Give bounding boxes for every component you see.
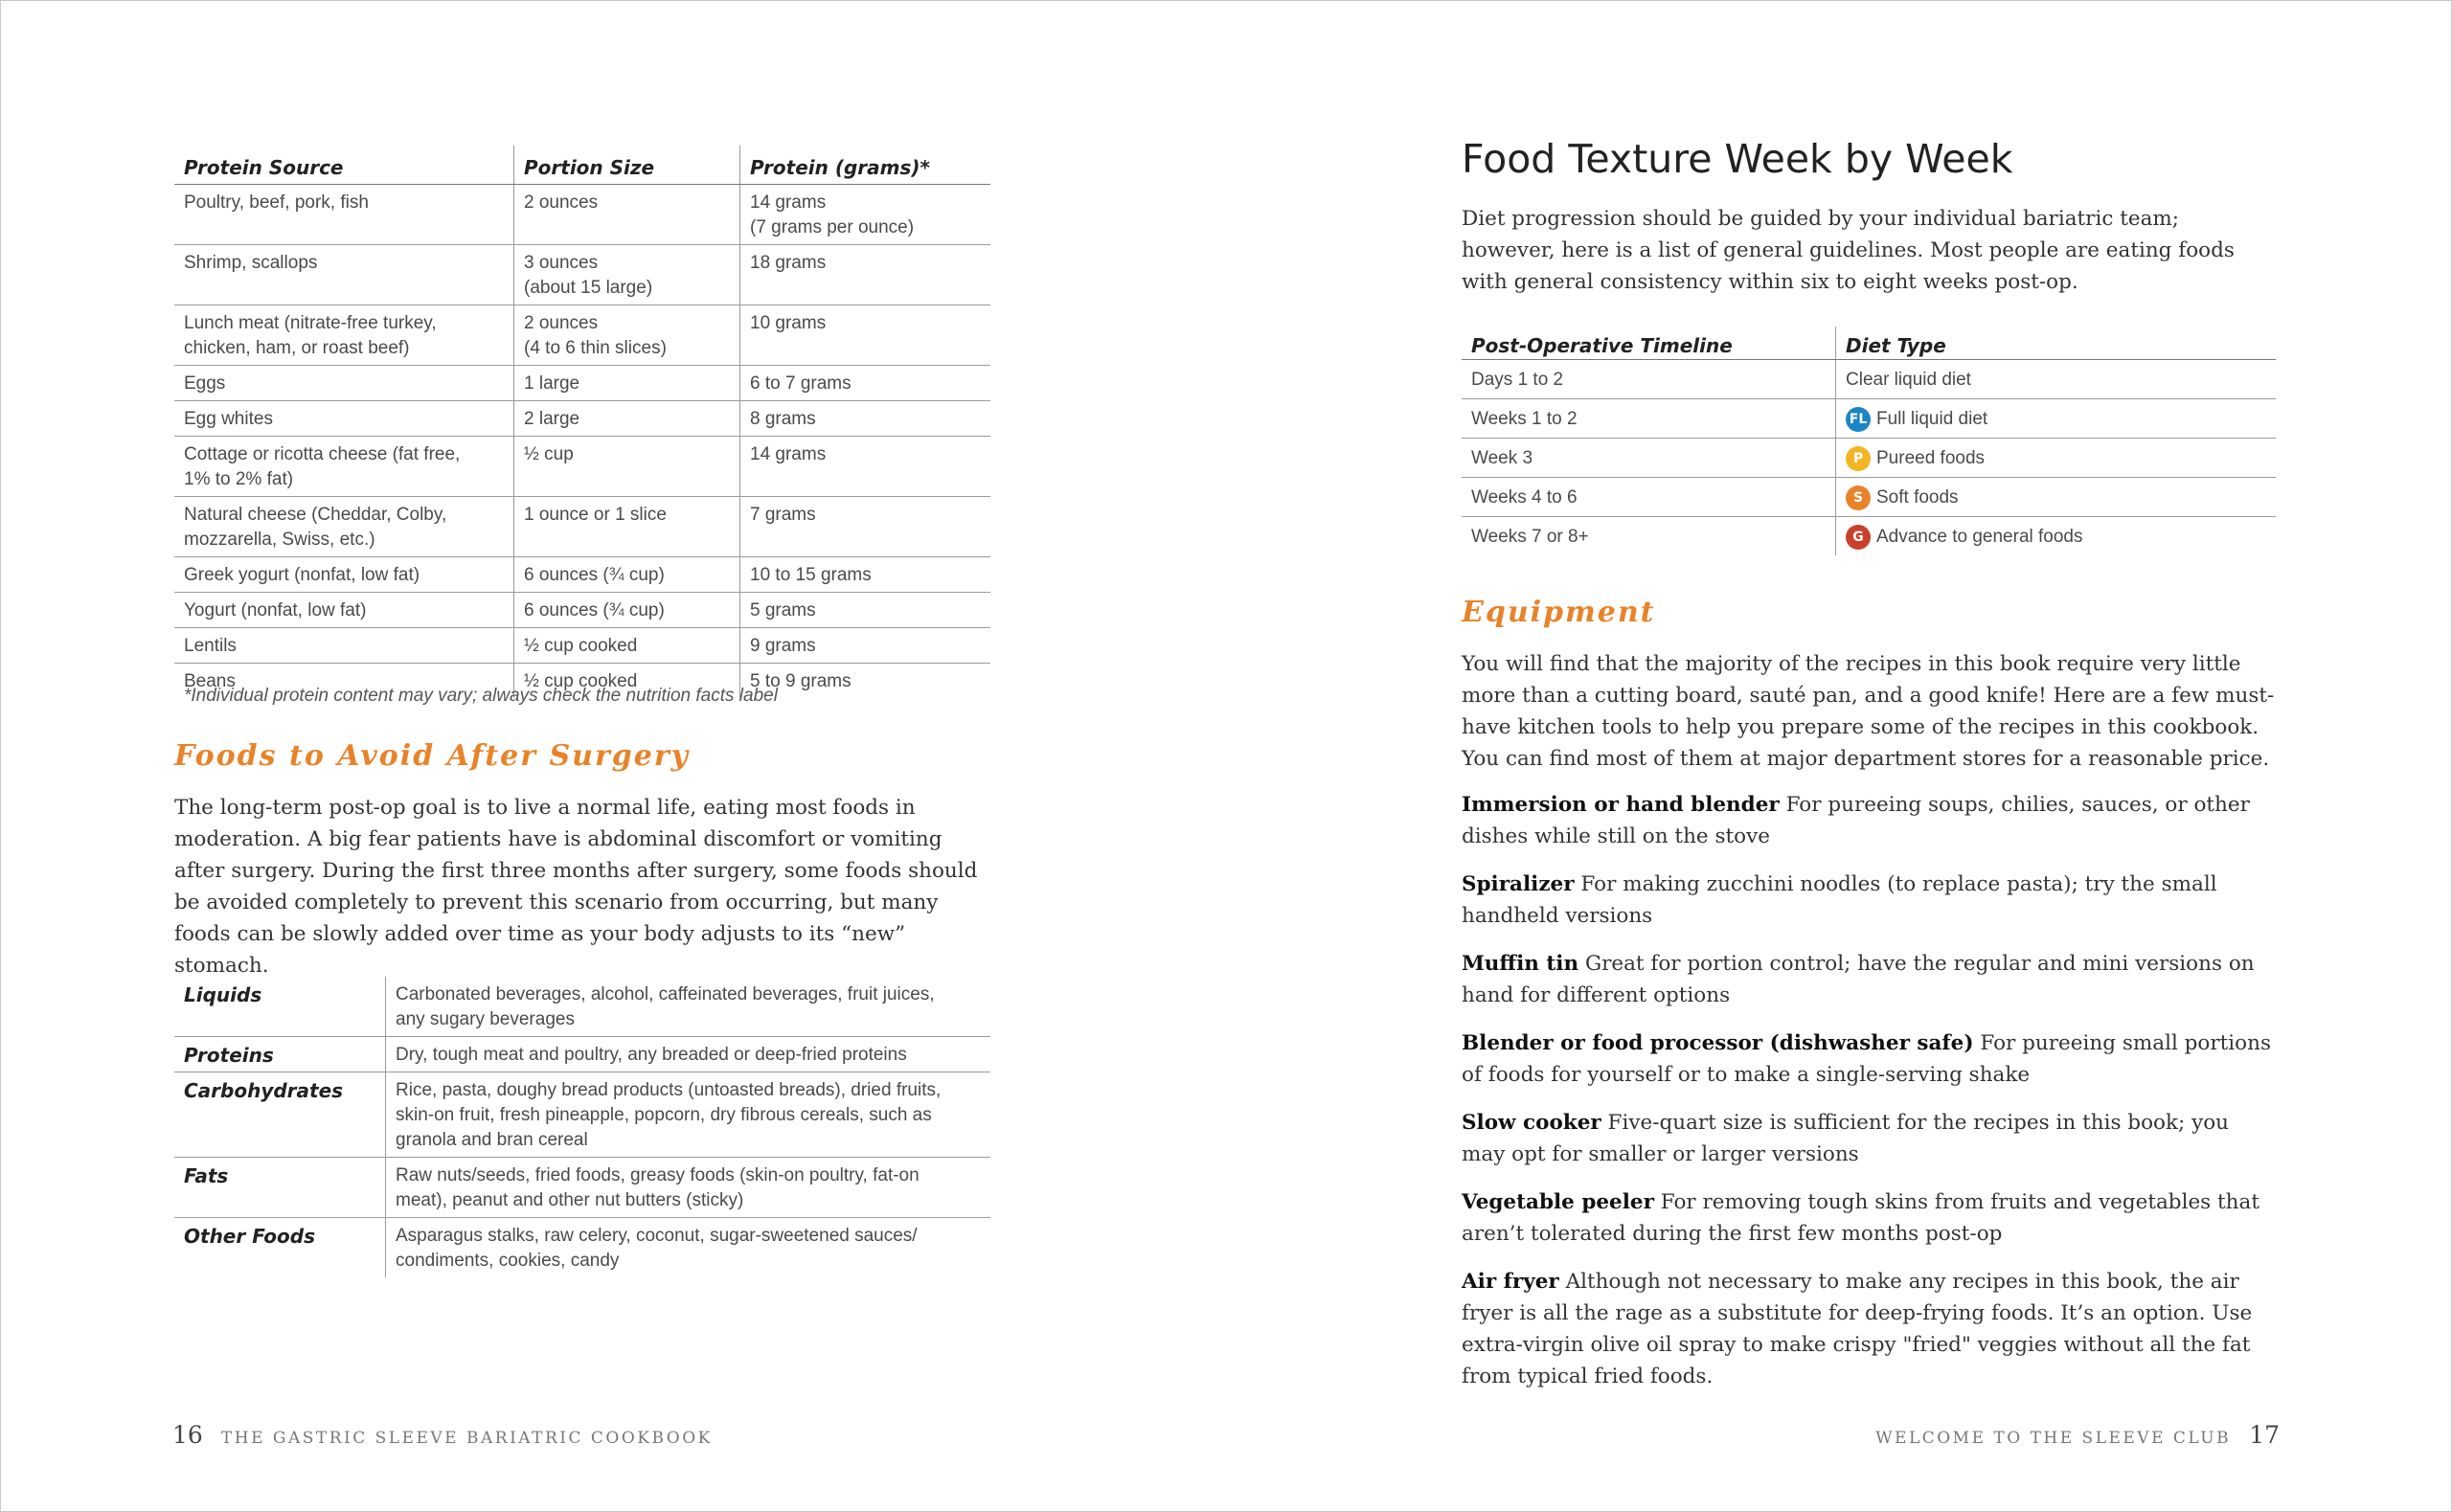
- equipment-item: [1462, 1186, 2276, 1250]
- timeline-table-header-cell: Post-Operative Timeline: [1462, 327, 1836, 360]
- table-row: [174, 1072, 990, 1158]
- table-row: [174, 593, 990, 628]
- equipment-item: [1462, 789, 2276, 852]
- portion-size-cell: 6 ounces (¾ cup): [514, 593, 740, 628]
- diet-type-cell: [1836, 517, 2277, 556]
- diet-type-label: Pureed foods: [1876, 448, 1986, 469]
- protein-grams-cell: 6 to 7 grams: [740, 366, 991, 401]
- table-row: [174, 497, 990, 557]
- left-footer: [172, 1421, 713, 1449]
- equipment-item: [1462, 1107, 2276, 1170]
- food-category-cell: Carbohydrates: [174, 1072, 386, 1158]
- diet-type-cell: [1836, 360, 2277, 399]
- protein-table-header-cell: Protein (grams)*: [740, 146, 991, 185]
- timeline-cell: Weeks 7 or 8+: [1471, 527, 1589, 548]
- food-items-cell: Raw nuts/seeds, fried foods, greasy foods (skin-on poultry, fat-on meat), peanut and other nut butters (sticky): [386, 1158, 991, 1218]
- protein-source-cell: Egg whites: [174, 401, 514, 437]
- portion-size-cell: 3 ounces (about 15 large): [514, 245, 740, 305]
- portion-size-cell: ½ cup cooked: [514, 664, 740, 699]
- protein-grams-cell: 10 to 15 grams: [740, 557, 991, 593]
- equipment-description: For making zucchini noodles (to replace pasta); try the small handheld versions: [1462, 872, 2217, 928]
- equipment-name: Air fryer: [1462, 1270, 1559, 1294]
- protein-source-cell: Poultry, beef, pork, fish: [174, 185, 514, 245]
- table-row: [174, 245, 990, 305]
- diet-badge-icon: P: [1846, 446, 1871, 471]
- diet-badge-icon: G: [1846, 525, 1871, 550]
- equipment-name: Blender or food processor (dishwasher safe): [1462, 1031, 1974, 1055]
- diet-badge-icon: S: [1846, 485, 1871, 510]
- protein-grams-cell: 7 grams: [740, 497, 991, 557]
- protein-table: [174, 146, 990, 698]
- table-row: [174, 1218, 990, 1278]
- table-row: [174, 437, 990, 497]
- protein-grams-cell: 5 grams: [740, 593, 991, 628]
- diet-type-cell: [1836, 399, 2277, 439]
- protein-source-cell: Greek yogurt (nonfat, low fat): [174, 557, 514, 593]
- protein-grams-cell: 18 grams: [740, 245, 991, 305]
- table-row: [174, 1037, 990, 1072]
- table-row: [1462, 517, 2276, 556]
- table-row: [174, 977, 990, 1037]
- equipment-heading: Equipment: [1462, 596, 1656, 629]
- food-items-cell: Asparagus stalks, raw celery, coconut, sugar-sweetened sauces/ condiments, cookies, candy: [386, 1218, 991, 1278]
- protein-grams-cell: 5 to 9 grams: [740, 664, 991, 699]
- table-row: [174, 1158, 990, 1218]
- diet-type-cell: [1836, 439, 2277, 478]
- portion-size-cell: 1 large: [514, 366, 740, 401]
- page-number: 17: [2249, 1421, 2280, 1449]
- food-items-cell: Dry, tough meat and poultry, any breaded or deep-fried proteins: [386, 1037, 991, 1072]
- timeline-table-header: [1462, 327, 2276, 360]
- avoid-heading: Foods to Avoid After Surgery: [174, 739, 691, 773]
- page-title: Food Texture Week by Week: [1462, 136, 2013, 182]
- portion-size-cell: 2 ounces (4 to 6 thin slices): [514, 305, 740, 366]
- table-row: [174, 305, 990, 366]
- diet-type-label: Soft foods: [1876, 487, 1959, 508]
- equipment-intro: You will find that the majority of the recipes in this book require very little more than a cutting board, sauté pan, and a good knife! Here are a few must-have kitchen tools to help you prepare some of the recipes in this cookbook. You can find most of them at major department stores for a reasonable price.: [1462, 652, 2275, 771]
- protein-source-cell: Eggs: [174, 366, 514, 401]
- diet-type-label: Clear liquid diet: [1846, 370, 1971, 390]
- food-category-cell: Liquids: [174, 977, 386, 1037]
- timeline-cell: Weeks 4 to 6: [1462, 478, 1836, 517]
- equipment-name: Vegetable peeler: [1462, 1190, 1654, 1214]
- protein-table-header-cell: Portion Size: [514, 146, 740, 185]
- running-title: WELCOME TO THE SLEEVE CLUB: [1875, 1429, 2232, 1448]
- avoid-paragraph: The long-term post-op goal is to live a normal life, eating most foods in moderation. A big fear patients have is abdominal discomfort or vomiting after surgery. During the first three months after surgery, some foods should be avoided completely to prevent this scenario from occurring, but many foods can be slowly added over time as your body adjusts to its “new” stomach.: [174, 796, 978, 978]
- equipment-description: Five-quart size is sufficient for the recipes in this book; you may opt for smaller or larger versions: [1462, 1111, 2230, 1166]
- protein-source-cell: Yogurt (nonfat, low fat): [174, 593, 514, 628]
- equipment-item: [1462, 1027, 2276, 1091]
- protein-source-cell: Lunch meat (nitrate-free turkey, chicken, ham, or roast beef): [174, 305, 514, 366]
- portion-size-cell: 1 ounce or 1 slice: [514, 497, 740, 557]
- protein-grams-cell: 14 grams (7 grams per ounce): [740, 185, 991, 245]
- equipment-name: Muffin tin: [1462, 952, 1579, 976]
- equipment-item: [1462, 869, 2276, 932]
- timeline-cell: Days 1 to 2: [1462, 360, 1836, 399]
- timeline-cell: Weeks 1 to 2: [1462, 399, 1836, 439]
- equipment-name: Spiralizer: [1462, 872, 1575, 896]
- table-row: [174, 185, 990, 245]
- running-title: THE GASTRIC SLEEVE BARIATRIC COOKBOOK: [220, 1429, 713, 1448]
- diet-badge-icon: FL: [1846, 407, 1871, 432]
- protein-source-cell: Cottage or ricotta cheese (fat free, 1% to 2% fat): [174, 437, 514, 497]
- protein-source-cell: Lentils: [174, 628, 514, 664]
- food-category-cell: Proteins: [174, 1037, 386, 1072]
- equipment-description: For removing tough skins from fruits and vegetables that aren’t tolerated during the first few months post-op: [1462, 1190, 2259, 1246]
- protein-source-cell: Natural cheese (Cheddar, Colby, mozzarella, Swiss, etc.): [174, 497, 514, 557]
- equipment-description: Great for portion control; have the regular and mini versions on hand for different options: [1462, 952, 2255, 1007]
- equipment-name: Immersion or hand blender: [1462, 793, 1780, 817]
- equipment-item: [1462, 1266, 2276, 1392]
- avoid-table: [174, 977, 990, 1277]
- protein-source-cell: Shrimp, scallops: [174, 245, 514, 305]
- protein-grams-cell: 9 grams: [740, 628, 991, 664]
- page-number: 16: [172, 1421, 203, 1449]
- protein-table-header: [174, 146, 990, 185]
- protein-source-cell: Beans: [184, 671, 236, 691]
- table-row: [1462, 478, 2276, 517]
- equipment-name: Slow cooker: [1462, 1111, 1601, 1135]
- portion-size-cell: 6 ounces (¾ cup): [514, 557, 740, 593]
- portion-size-cell: 2 large: [514, 401, 740, 437]
- portion-size-cell: 2 ounces: [514, 185, 740, 245]
- equipment-description: Although not necessary to make any recipes in this book, the air fryer is all the rage as a substitute for deep-frying foods. It’s an option. Use extra-virgin olive oil spray to make crispy "fried" veggies without all the fat from typical fried foods.: [1462, 1270, 2253, 1388]
- timeline-table-header-cell: Diet Type: [1836, 327, 2277, 360]
- table-row: [1462, 399, 2276, 439]
- protein-grams-cell: 14 grams: [740, 437, 991, 497]
- protein-grams-cell: 8 grams: [740, 401, 991, 437]
- right-footer: [1875, 1421, 2280, 1449]
- table-row: [174, 628, 990, 664]
- food-category-cell: Other Foods: [184, 1225, 316, 1248]
- table-row: [174, 366, 990, 401]
- timeline-cell: Week 3: [1462, 439, 1836, 478]
- portion-size-cell: ½ cup cooked: [514, 628, 740, 664]
- timeline-table: [1462, 327, 2276, 555]
- food-items-cell: Rice, pasta, doughy bread products (untoasted breads), dried fruits, skin-on fruit, fresh pineapple, popcorn, dry fibrous cereals, such as granola and bran cereal: [386, 1072, 991, 1158]
- diet-type-label: Advance to general foods: [1876, 527, 2083, 548]
- table-row: [1462, 360, 2276, 399]
- intro-paragraph: Diet progression should be guided by your individual bariatric team; however, here is a list of general guidelines. Most people are eating foods with general consistency within six to eight weeks post-op.: [1462, 207, 2235, 294]
- table-row: [174, 557, 990, 593]
- protein-footnote: *Individual protein content may vary; always check the nutrition facts label: [184, 686, 778, 706]
- table-row: [1462, 439, 2276, 478]
- protein-grams-cell: 10 grams: [740, 305, 991, 366]
- table-row: [174, 401, 990, 437]
- food-category-cell: Fats: [174, 1158, 386, 1218]
- protein-table-header-cell: Protein Source: [174, 146, 514, 185]
- equipment-description: For pureeing soups, chilies, sauces, or other dishes while still on the stove: [1462, 793, 2250, 848]
- diet-type-label: Full liquid diet: [1876, 409, 1988, 430]
- equipment-list: [1462, 789, 2276, 1409]
- equipment-item: [1462, 948, 2276, 1011]
- equipment-description: For pureeing small portions of foods for yourself or to make a single-serving shake: [1462, 1031, 2271, 1087]
- diet-type-cell: [1836, 478, 2277, 517]
- portion-size-cell: ½ cup: [514, 437, 740, 497]
- food-items-cell: Carbonated beverages, alcohol, caffeinated beverages, fruit juices, any sugary beverages: [386, 977, 991, 1037]
